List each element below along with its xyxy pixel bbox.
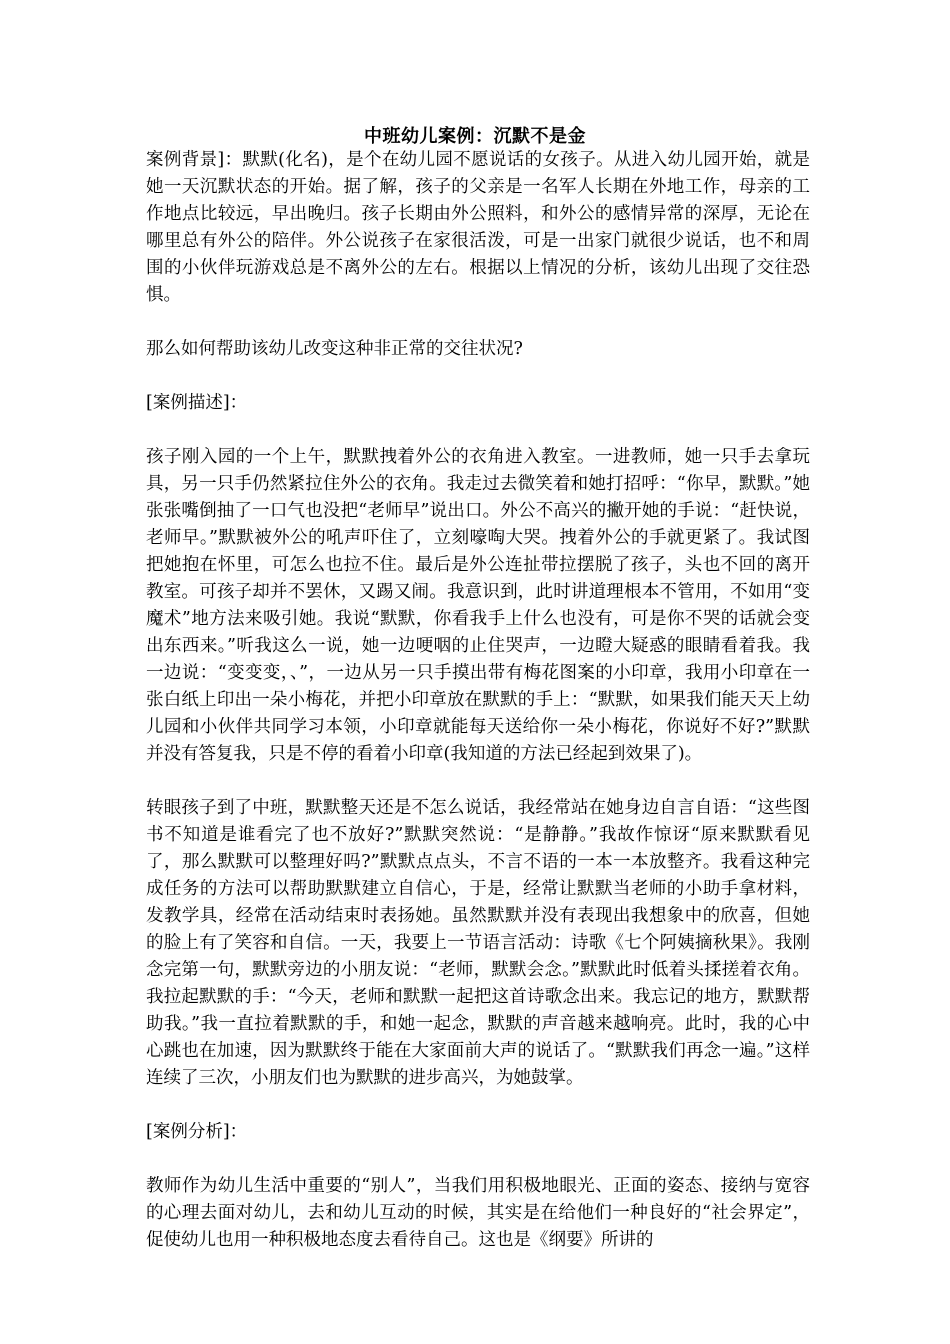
paragraph-background: 案例背景]：默默(化名)，是个在幼儿园不愿说话的女孩子。从进入幼儿园开始，就是她一天沉默状态的开始。据了解，孩子的父亲是一名军人长期在外地工作，母亲的工作地点比较远，早出晚归。孩子长期由外公照料，和外公的感情异常的深厚，无论在哪里总有外公的陪伴。外公说孩子在家很活泼，可是一出家门就很少说话，也不和周围的小伙伴玩游戏总是不离外公的左右。根据以上情况的分析，该幼儿出现了交往恐惧。 bbox=[146, 150, 810, 305]
paragraph-spacer bbox=[146, 417, 810, 444]
document-title: 中班幼儿案例：沉默不是金 bbox=[364, 126, 586, 147]
paragraph-description-1: 孩子刚入园的一个上午，默默拽着外公的衣角进入教室。一进教师，她一只手去拿玩具，另一只手仍然紧拉住外公的衣角。我走过去微笑着和她打招呼：“你早，默默。”她张张嘴倒抽了一口气也没把“老师早”说出口。外公不高兴的撇开她的手说：“赶快说，老师早。”默默被外公的吼声吓住了，立刻嚎啕大哭。拽着外公的手就更紧了。我试图把她抱在怀里，可怎么也拉不住。最后是外公连扯带拉摆脱了孩子，头也不回的离开教室。可孩子却并不罢休，又踢又闹。我意识到，此时讲道理根本不管用，不如用“变魔术”地方法来吸引她。我说“默默，你看我手上什么也没有，可是你不哭的话就会变出东西来。”听我这么一说，她一边哽咽的止住哭声，一边瞪大疑惑的眼睛看着我。我一边说：“变变变，、”，一边从另一只手摸出带有梅花图案的小印章，我用小印章在一张白纸上印出一朵小梅花，并把小印章放在默默的手上：“默默，如果我们能天天上幼儿园和小伙伴共同学习本领，小印章就能每天送给你一朵小梅花，你说好不好?”默默并没有答复我，只是不停的看着小印章(我知道的方法已经起到效果了)。 bbox=[146, 447, 810, 764]
paragraph-spacer bbox=[146, 768, 810, 795]
paragraph-spacer bbox=[146, 1092, 810, 1119]
paragraph-spacer bbox=[146, 309, 810, 336]
document-body bbox=[146, 147, 810, 1254]
paragraph-spacer bbox=[146, 363, 810, 390]
paragraph-question: 那么如何帮助该幼儿改变这种非正常的交往状况? bbox=[146, 339, 523, 359]
paragraph-analysis: 教师作为幼儿生活中重要的“别人”，当我们用积极地眼光、正面的姿态、接纳与宽容的心理去面对幼儿，去和幼儿互动的时候，其实是在给他们一种良好的“社会界定”，促使幼儿也用一种积极地态度去看待自己。这也是《纲要》所讲的 bbox=[146, 1176, 810, 1250]
paragraph-spacer bbox=[146, 1146, 810, 1173]
section-heading-analysis: [案例分析]： bbox=[146, 1122, 248, 1142]
paragraph-description-2: 转眼孩子到了中班，默默整天还是不怎么说话，我经常站在她身边自言自语：“这些图书不知道是谁看完了也不放好?”默默突然说：“是静静。”我故作惊讶“原来默默看见了，那么默默可以整理好吗?”默默点点头，不言不语的一本一本放整齐。我看这种完成任务的方法可以帮助默默建立自信心，于是，经常让默默当老师的小助手拿材料，发教学具，经常在活动结束时表扬她。虽然默默并没有表现出我想象中的欣喜，但她的脸上有了笑容和自信。一天，我要上一节语言活动：诗歌《七个阿姨摘秋果》。我刚念完第一句，默默旁边的小朋友说：“老师，默默会念。”默默此时低着头揉搓着衣角。我拉起默默的手：“今天，老师和默默一起把这首诗歌念出来。我忘记的地方，默默帮助我。”我一直拉着默默的手，和她一起念，默默的声音越来越响亮。此时，我的心中心跳也在加速，因为默默终于能在大家面前大声的说话了。“默默我们再念一遍。”这样连续了三次，小朋友们也为默默的进步高兴，为她鼓掌。 bbox=[146, 798, 810, 1088]
section-heading-description: [案例描述]： bbox=[146, 393, 248, 413]
